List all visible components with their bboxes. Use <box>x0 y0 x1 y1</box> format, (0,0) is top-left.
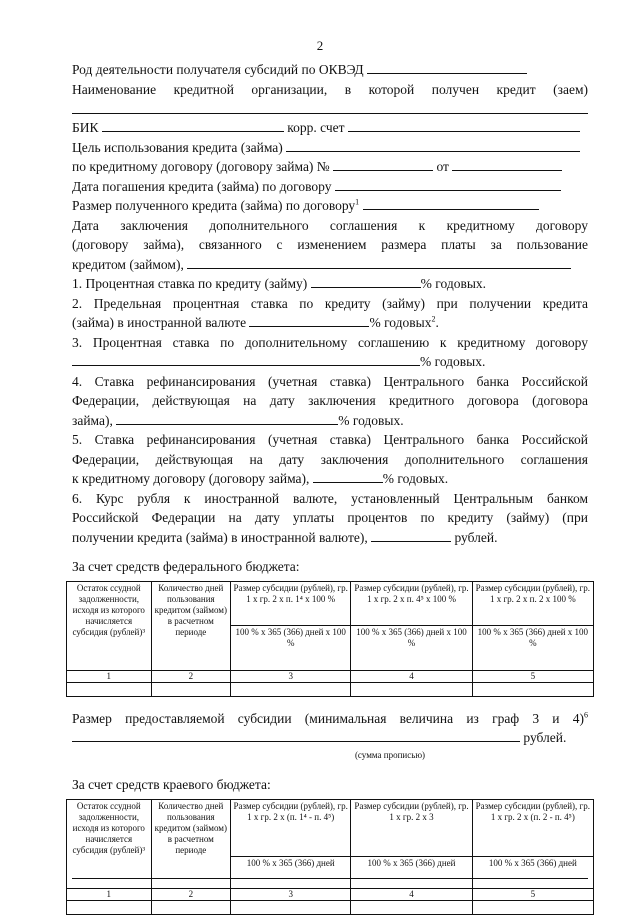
bik-field[interactable] <box>102 118 284 132</box>
purpose-field[interactable] <box>286 138 580 152</box>
bik-label: БИК <box>72 120 99 135</box>
contract-date-field[interactable] <box>452 157 562 171</box>
regional-title: За счет средств краевого бюджета: <box>72 777 271 792</box>
item-1-text: 1. Процентная ставка по кредиту (займу) <box>72 276 308 291</box>
footnote-2: 2 <box>431 314 436 324</box>
regional-num-5: 5 <box>472 888 593 900</box>
federal-cell-5[interactable] <box>472 682 593 696</box>
subsidy-label: Размер предоставляемой субсидии (минимальная величина из граф 3 и 4)$^6$ <box>72 710 588 726</box>
repay-row <box>72 177 588 197</box>
item-5-line2: Федерации, действующая на дату заключения дополнительного соглашения <box>72 451 588 467</box>
regional-col5-formula: 100 % х 365 (366) дней <box>472 856 593 888</box>
okved-row <box>72 60 588 80</box>
subsidy-row <box>72 728 588 748</box>
item-4-field[interactable] <box>116 411 338 425</box>
item-4-line1: 4. Ставка рефинансирования (учетная ставка) Центрального банка Российской <box>72 373 588 389</box>
contract-from-label: от <box>436 159 449 174</box>
regional-num-1: 1 <box>67 888 152 900</box>
federal-col3-formula: 100 % х 365 (366) дней х 100 % <box>231 626 351 671</box>
add-agreement-line2: (договору займа), связанного с изменением размера платы за пользование <box>72 237 588 252</box>
subsidy-unit: рублей. <box>523 730 567 745</box>
federal-col4-head: Размер субсидии (рублей), гр. 1 х гр. 2 х п. 4⁵ х 100 % <box>351 581 472 626</box>
add-agreement-field[interactable] <box>187 255 571 269</box>
item-5-text: к кредитному договору (договору займа), <box>72 471 310 486</box>
regional-cell-2[interactable] <box>151 900 230 914</box>
item-2-text: (займа) в иностранной валюте <box>72 315 247 330</box>
federal-num-4: 4 <box>351 670 472 682</box>
federal-table <box>66 581 594 697</box>
item-6-text: получении кредита (займа) в иностранной валюте), <box>72 529 368 545</box>
add-agreement-row <box>72 255 588 275</box>
contract-no-field[interactable] <box>333 157 433 171</box>
korr-label: корр. счет <box>287 120 345 135</box>
subsidy-field[interactable] <box>72 728 520 742</box>
regional-col-days: Количество дней пользования кредитом (займом) в расчетном периоде <box>151 799 230 888</box>
okved-field[interactable] <box>367 60 527 74</box>
regional-col4-head: Размер субсидии (рублей), гр. 1 х гр. 2 х 3 <box>351 799 472 856</box>
item-4-row <box>72 411 588 431</box>
item-3-line1: 3. Процентная ставка по дополнительному соглашению к кредитному договору <box>72 334 588 350</box>
regional-col3-formula: 100 % х 365 (366) дней <box>231 856 351 888</box>
item-6-line1: 6. Курс рубля к иностранной валюте, установленный Центральным банком <box>72 490 588 506</box>
item-5-field[interactable] <box>313 469 383 483</box>
item-4-unit: % годовых. <box>338 412 404 428</box>
regional-col3-head: Размер субсидии (рублей), гр. 1 х гр. 2 х (п. 1⁴ - п. 4⁵) <box>231 799 351 856</box>
federal-col4-formula: 100 % х 365 (366) дней х 100 % <box>351 626 472 671</box>
regional-num-2: 2 <box>151 888 230 900</box>
item-5-unit: % годовых. <box>382 471 449 486</box>
item-6-row <box>72 528 588 548</box>
item-2-row: (займа) в иностранной валюте % годовых$^2$. <box>72 314 439 330</box>
item-1 <box>72 274 588 294</box>
contract-no-label: по кредитному договору (договору займа) № <box>72 159 330 174</box>
footnote-6: 6 <box>584 710 588 719</box>
federal-num-3: 3 <box>231 670 351 682</box>
regional-col-balance: Остаток ссудной задолженности, исходя из которого начисляется субсидия (рублей)³ <box>67 799 152 888</box>
amount-field[interactable] <box>363 196 539 210</box>
amount-label: Размер полученного кредита (займа) по договору <box>72 198 356 213</box>
item-1-unit: % годовых. <box>420 276 487 291</box>
add-agreement-line3: кредитом (займом), <box>72 256 184 272</box>
amount-row <box>72 196 588 216</box>
federal-col5-formula: 100 % х 365 (366) дней х 100 % <box>472 626 593 671</box>
regional-cell-5[interactable] <box>472 900 593 914</box>
regional-num-3: 3 <box>231 888 351 900</box>
federal-cell-1[interactable] <box>67 682 152 696</box>
item-4-line2: Федерации, действующая на дату заключения кредитного договора (договора <box>72 393 588 408</box>
regional-cell-3[interactable] <box>231 900 351 914</box>
repay-field[interactable] <box>335 177 561 191</box>
add-agreement-line1: Дата заключения дополнительного соглашения к кредитному договору <box>72 217 588 233</box>
bik-row <box>72 118 588 138</box>
federal-cell-4[interactable] <box>351 682 472 696</box>
item-2-line1: 2. Предельная процентная ставка по кредиту (займу) при получении кредита <box>72 295 588 311</box>
regional-col5-head: Размер субсидии (рублей), гр. 1 х гр. 2 х (п. 2 - п. 4⁵) <box>472 799 593 856</box>
bank-name-field[interactable] <box>72 99 588 114</box>
regional-col4-formula: 100 % х 365 (366) дней <box>351 856 472 888</box>
regional-cell-1[interactable] <box>67 900 152 914</box>
item-5-row <box>72 469 588 489</box>
item-6-field[interactable] <box>371 528 451 542</box>
okved-label: Род деятельности получателя субсидий по ОКВЭД <box>72 62 364 77</box>
federal-col-balance: Остаток ссудной задолженности, исходя из которого начисляется субсидия (рублей)³ <box>67 581 152 670</box>
item-3-unit: % годовых. <box>420 354 486 369</box>
federal-num-2: 2 <box>151 670 230 682</box>
federal-cell-2[interactable] <box>151 682 230 696</box>
item-5-line1: 5. Ставка рефинансирования (учетная ставка) Центрального банка Российской <box>72 432 588 447</box>
federal-col3-head: Размер субсидии (рублей), гр. 1 х гр. 2 х п. 1⁴ х 100 % <box>231 581 351 626</box>
item-4-text: займа), <box>72 412 113 428</box>
repay-label: Дата погашения кредита (займа) по договору <box>72 178 332 194</box>
purpose-row <box>72 138 588 158</box>
regional-cell-4[interactable] <box>351 900 472 914</box>
federal-num-5: 5 <box>472 670 593 682</box>
subsidy-caption: (сумма прописью) <box>354 749 426 760</box>
federal-title: За счет средств федерального бюджета: <box>72 559 300 574</box>
federal-col-days: Количество дней пользования кредитом (займом) в расчетном периоде <box>151 581 230 670</box>
page-number: 2 <box>316 38 324 53</box>
item-3-row <box>72 352 588 372</box>
korr-field[interactable] <box>348 118 580 132</box>
item-2-field[interactable] <box>249 313 369 327</box>
footnote-1: 1 <box>355 197 360 207</box>
purpose-label: Цель использования кредита (займа) <box>72 139 283 155</box>
item-2-unit: % годовых <box>369 315 432 330</box>
regional-num-4: 4 <box>351 888 472 900</box>
item-3-field[interactable] <box>72 352 420 366</box>
federal-cell-3[interactable] <box>231 682 351 696</box>
item-6-line2: Российской Федерации на дату уплаты процентов по кредиту (займу) (при <box>72 510 588 525</box>
item-1-field[interactable] <box>311 274 421 288</box>
form-body <box>72 60 588 915</box>
footer-rule <box>72 878 588 879</box>
bank-name-label: Наименование кредитной организации, в которой получен кредит (заем) <box>72 81 588 97</box>
item-6-unit: рублей. <box>454 529 498 545</box>
contract-row <box>72 157 588 177</box>
federal-num-1: 1 <box>67 670 152 682</box>
federal-col5-head: Размер субсидии (рублей), гр. 1 х гр. 2 х п. 2 х 100 % <box>472 581 593 626</box>
regional-table <box>66 799 594 915</box>
